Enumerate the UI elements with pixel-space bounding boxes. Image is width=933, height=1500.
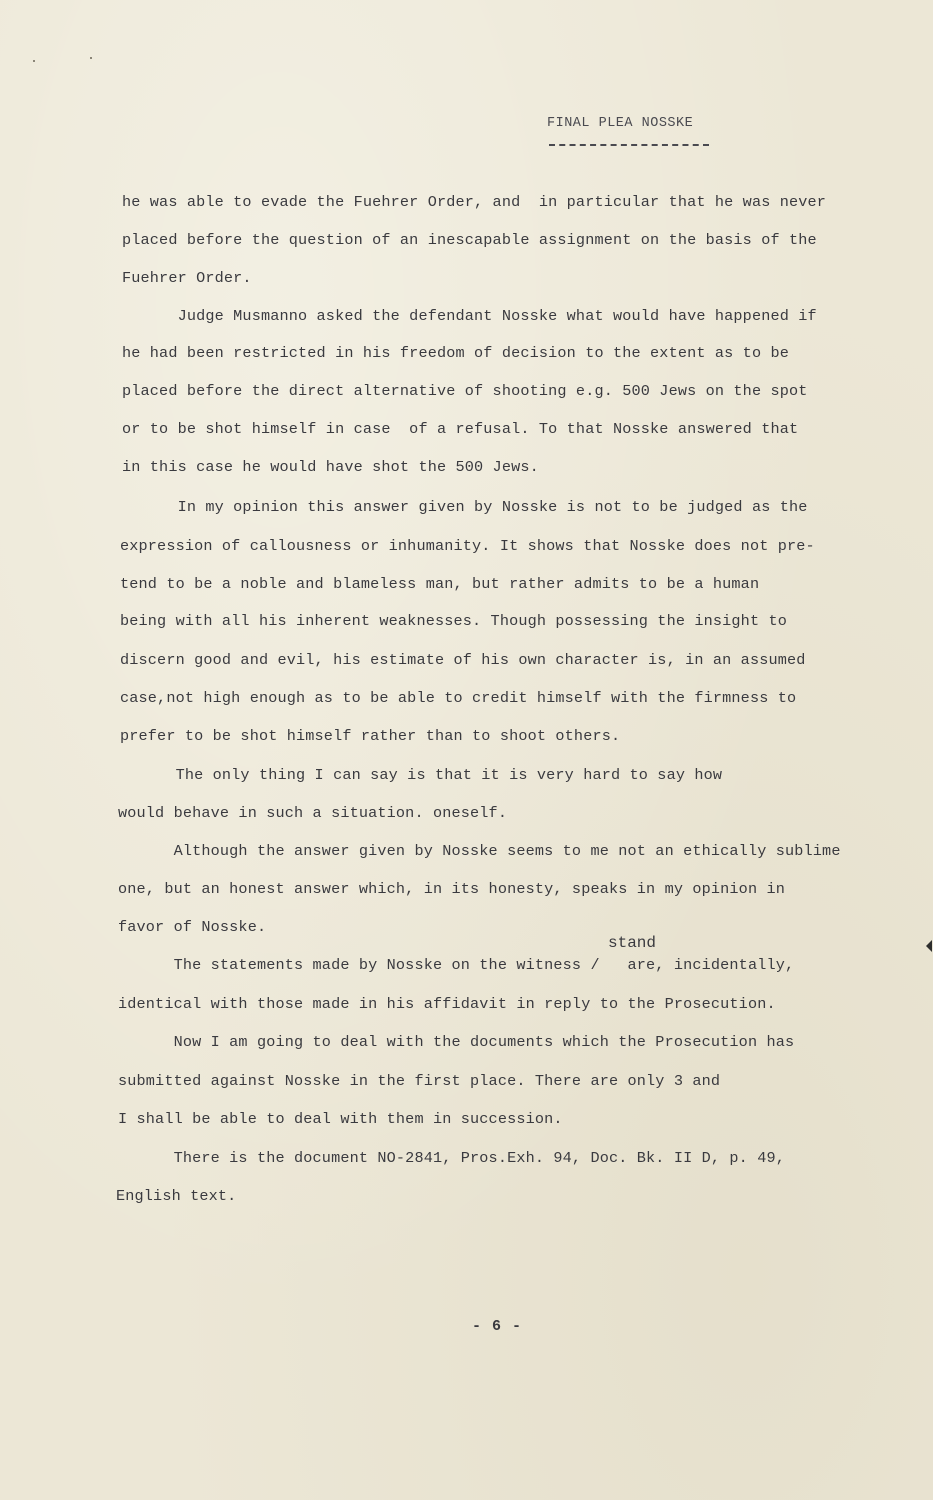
body-line: prefer to be shot himself rather than to shoot others. — [120, 727, 621, 745]
body-line: in this case he would have shot the 500 Jews. — [122, 458, 539, 476]
body-line: I shall be able to deal with them in succession. — [118, 1110, 563, 1128]
body-line: Judge Musmanno asked the defendant Nosske what would have happened if — [122, 307, 817, 325]
body-line: Although the answer given by Nosske seems to me not an ethically sublime — [118, 842, 841, 860]
body-line: he had been restricted in his freedom of decision to the extent as to be — [122, 344, 790, 362]
header-underline — [549, 144, 709, 146]
body-line: he was able to evade the Fuehrer Order, and in particular that he was never — [122, 193, 827, 211]
body-line: placed before the direct alternative of shooting e.g. 500 Jews on the spot — [122, 382, 808, 400]
body-line: would behave in such a situation. oneself. — [118, 804, 508, 822]
body-line: tend to be a noble and blameless man, but rather admits to be a human — [120, 575, 760, 593]
body-line: favor of Nosske. — [118, 918, 267, 936]
body-line: The statements made by Nosske on the witness / are, incidentally, — [118, 956, 795, 974]
paper-speck — [90, 57, 92, 59]
body-line: placed before the question of an inescapable assignment on the basis of the — [122, 231, 817, 249]
body-line: In my opinion this answer given by Nosske is not to be judged as the — [122, 498, 808, 516]
paper-speck — [33, 60, 35, 62]
handwritten-insertion: stand — [608, 934, 657, 952]
page-number: - 6 - — [472, 1318, 523, 1335]
body-line: There is the document NO-2841, Pros.Exh. 94, Doc. Bk. II D, p. 49, — [118, 1149, 786, 1167]
body-line: being with all his inherent weaknesses. Though possessing the insight to — [120, 612, 788, 630]
body-line: Fuehrer Order. — [122, 269, 252, 287]
body-line: Now I am going to deal with the documents which the Prosecution has — [118, 1033, 795, 1051]
body-line: expression of callousness or inhumanity. It shows that Nosske does not pre- — [120, 537, 815, 555]
binding-edge-mark — [926, 940, 932, 952]
body-line: discern good and evil, his estimate of his own character is, in an assumed — [120, 651, 806, 669]
body-line: one, but an honest answer which, in its honesty, speaks in my opinion in — [118, 880, 786, 898]
body-line: submitted against Nosske in the first place. There are only 3 and — [118, 1072, 721, 1090]
body-line: or to be shot himself in case of a refusal. To that Nosske answered that — [122, 420, 799, 438]
body-line: English text. — [116, 1187, 237, 1205]
document-header-title: FINAL PLEA NOSSKE — [547, 116, 694, 131]
body-line: The only thing I can say is that it is very hard to say how — [120, 766, 723, 784]
body-line: identical with those made in his affidavit in reply to the Prosecution. — [118, 995, 776, 1013]
body-line: case,not high enough as to be able to credit himself with the firmness to — [120, 689, 797, 707]
